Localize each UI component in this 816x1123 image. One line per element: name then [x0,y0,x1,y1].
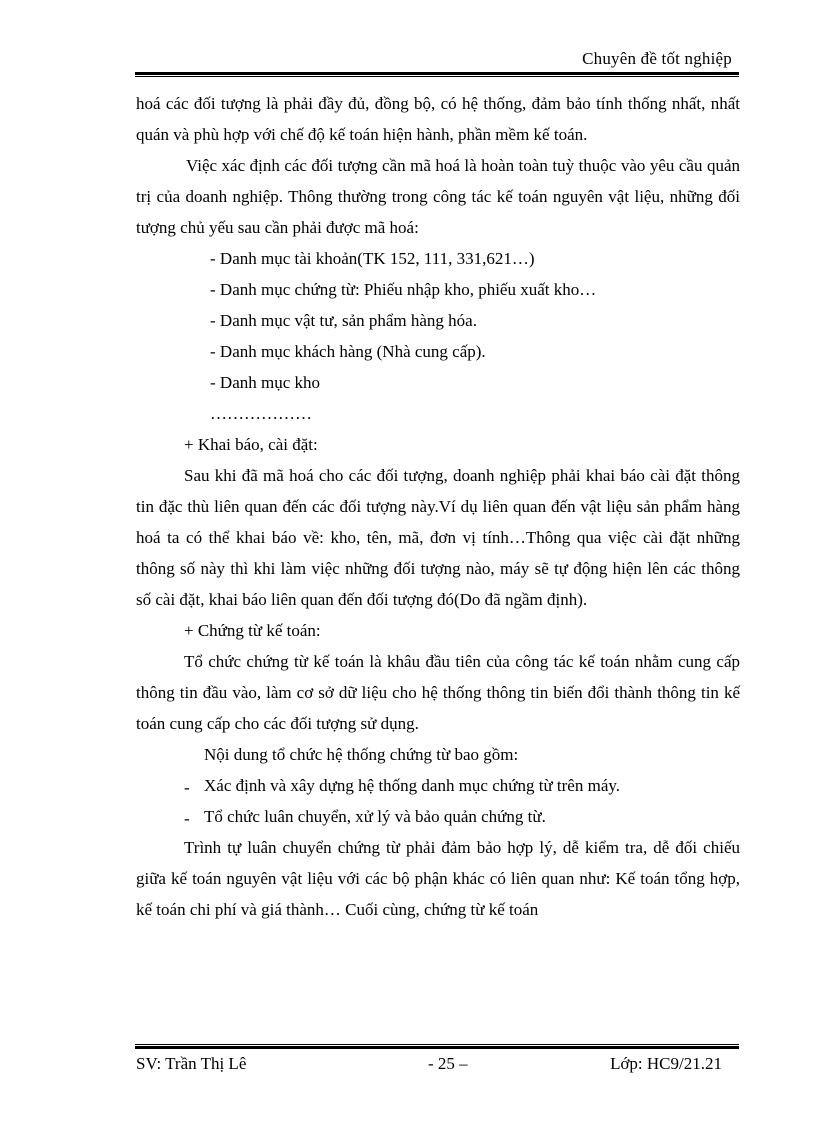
footer-page-number: - 25 – [428,1054,468,1073]
dash-bullet: - [184,778,190,797]
list-item: - Danh mục kho [210,373,321,392]
header-title: Chuyên đề tốt nghiệp [582,49,732,68]
paragraph-5: Nội dung tổ chức hệ thống chứng từ bao gồm: [204,745,519,764]
paragraph-1: hoá các đối tượng là phải đầy đủ, đồng bộ, có hệ thống, đảm bảo tính thống nhất, nhất quán và phù hợp với chế độ kế toán hiện hành, phần mềm kế toán. [136,94,740,144]
dash-item-text: Tổ chức luân chuyển, xử lý và bảo quản chứng từ. [204,807,546,826]
paragraph-4: Tổ chức chứng từ kế toán là khâu đầu tiên của công tác kế toán nhằm cung cấp thông tin đầu vào, làm cơ sở dữ liệu cho hệ thống thông tin biến đổi thành thông tin kế toán cung cấp cho các đối tượng sử dụng. [136,652,740,733]
list-item: - Danh mục chứng từ: Phiếu nhập kho, phiếu xuất kho… [210,280,597,299]
paragraph-3: Sau khi đã mã hoá cho các đối tượng, doanh nghiệp phải khai báo cài đặt thông tin đặc thù liên quan đến các đối tượng này.Ví dụ liên quan đến vật liệu sản phẩm hàng hoá ta có thể khai báo về: kho, tên, mã, đơn vị tính…Thông qua việc cài đặt những thông số này thì khi làm việc những đối tượng nào, máy sẽ tự động hiện lên các thông số cài đặt, khai báo liên quan đến đối tượng đó(Do đã ngầm định). [136,466,740,609]
paragraph-6: Trình tự luân chuyển chứng từ phải đảm bảo hợp lý, dễ kiểm tra, dễ đối chiếu giữa kế toán nguyên vật liệu với các bộ phận khác có liên quan như: Kế toán tổng hợp, kế toán chi phí và giá thành… Cuối cùng, chứng từ kế toán [136,838,740,919]
header-rule [135,72,739,77]
footer-class: Lớp: HC9/21.21 [610,1054,722,1073]
page-content [136,88,740,925]
list-item: - Danh mục tài khoản(TK 152, 111, 331,621…) [210,249,535,268]
dash-bullet: - [184,809,190,828]
dash-list-item [136,770,740,801]
dash-list-item [136,801,740,832]
dash-item-text: Xác định và xây dựng hệ thống danh mục chứng từ trên máy. [204,776,621,795]
section-heading-chung-tu: + Chứng từ kế toán: [184,621,321,640]
list-item: - Danh mục khách hàng (Nhà cung cấp). [210,342,486,361]
footer-student: SV: Trần Thị Lê [136,1054,247,1073]
footer-rule [135,1044,739,1049]
section-heading-khai-bao: + Khai báo, cài đặt: [184,435,318,454]
list-item: - Danh mục vật tư, sản phẩm hàng hóa. [210,311,477,330]
list-ellipsis: ……………… [210,404,312,423]
paragraph-2: Việc xác định các đối tượng cần mã hoá là hoàn toàn tuỳ thuộc vào yêu cầu quản trị của doanh nghiệp. Thông thường trong công tác kế toán nguyên vật liệu, những đối tượng chủ yếu sau cần phải được mã hoá: [136,156,740,237]
footer [136,1054,740,1078]
